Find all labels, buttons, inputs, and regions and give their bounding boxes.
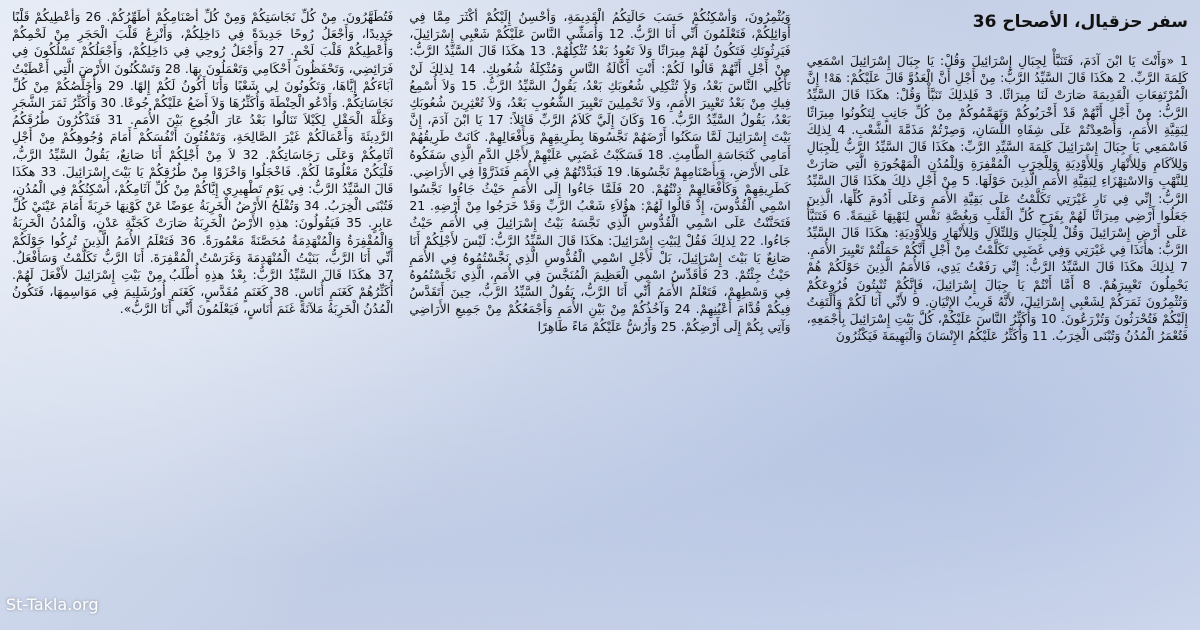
column-right	[807, 8, 1188, 622]
column-left	[12, 8, 393, 622]
column-left-text: فَتُطَهَّرُونَ. مِنْ كُلِّ نَجَاسَتِكُمْ وَمِنْ كُلِّ أَصْنَامِكُمْ أُطَهِّرُكُمْ. 26 وَأُعْطِيكُمْ قَلْبًا جَدِيدًا، وَأَجْعَلُ رُوحًا جَدِيدَةً فِي دَاخِلِكُمْ، وَأَنْزِعُ قَلْبَ الْحَجَرِ مِنْ لَحْمِكُمْ وَأُعْطِيكُمْ قَلْبَ لَحْمٍ. 27 وَأَجْعَلُ رُوحِي فِي دَاخِلِكُمْ، وَأَجْعَلُكُمْ تَسْلُكُونَ فِي فَرَائِضِي، وَتَحْفَظُونَ أَحْكَامِي وَتَعْمَلُونَ بِهَا. 28 وَتَسْكُنُونَ الأَرْضَ الَّتِي أَعْطَيْتُ آبَاءَكُمْ إِيَّاهَا، وَتَكُونُونَ لِي شَعْبًا وَأَنَا أَكُونُ لَكُمْ إِلهًا. 29 وَأُخَلِّصُكُمْ مِنْ كُلِّ نَجَاسَاتِكُمْ. وَأَدْعُو الْحِنْطَةَ وَأُكَثِّرُهَا وَلاَ أَضَعُ عَلَيْكُمْ جُوعًا. 30 وَأُكَثِّرُ ثَمَرَ الشَّجَرِ وَغَلَّةَ الْحَقْلِ لِكَيْلاَ تَنَالُوا بَعْدُ عَارَ الْجُوعِ بَيْنَ الأُمَمِ. 31 فَتَذْكُرُونَ طُرُقَكُمُ الرَّدِيئَةَ وَأَعْمَالَكُمْ غَيْرَ الصَّالِحَةِ، وَتَمْقُتُونَ أَنْفُسَكُمْ أَمَامَ وُجُوهِكُمْ مِنْ أَجْلِ آثَامِكُمْ وَعَلَى رَجَاسَاتِكُمْ. 32 لاَ مِنْ أَجْلِكُمْ أَنَا صَانِعٌ، يَقُولُ السَّيِّدُ الرَّبُّ، فَلْيَكُنْ مَعْلُومًا لَكُمْ. فَاخْجَلُوا وَاخْزَوْا مِنْ طُرُقِكُمْ يَا بَيْتَ إِسْرَائِيلَ. 33 هكَذَا قَالَ السَّيِّدُ الرَّبُّ: فِي يَوْمِ تَطْهِيرِي إِيَّاكُمْ مِنْ كُلِّ آثَامِكُمْ، أُسْكِنُكُمْ فِي الْمُدُنِ، فَتُبْنَى الْخِرَبُ. 34 وَتُفْلَحُ الأَرْضُ الْخَرِبَةُ عِوَضًا عَنْ كَوْنِهَا خَرِبَةً أَمَامَ عَيْنَيْ كُلِّ عَابِرٍ. 35 فَيَقُولُونَ: هذِهِ الأَرْضُ الْخَرِبَةُ صَارَتْ كَجَنَّةِ عَدْنٍ، وَالْمُدُنُ الْخَرِبَةُ وَالْمُقْفِرَةُ وَالْمُنْهَدِمَةُ مُحَصَّنَةً مَعْمُورَةً. 36 فَتَعْلَمُ الأُمَمُ الَّذِينَ تُرِكُوا حَوْلَكُمْ أَنِّي أَنَا الرَّبُّ، بَنَيْتُ الْمُنْهَدِمَةَ وَغَرَسْتُ الْمُقْفِرَةَ. أَنَا الرَّبُّ تَكَلَّمْتُ وَسَأَفْعَلُ. 37 هكَذَا قَالَ السَّيِّدُ الرَّبُّ: بِعْدُ هذِهِ أُطْلَبُ مِنْ بَيْتِ إِسْرَائِيلَ لأَفْعَلَ لَهُمْ. أُكَثِّرُهُمْ كَغَنَمِ أُنَاسٍ. 38 كَغَنَمٍ مُقَدَّسٍ، كَغَنَمِ أُورُشَلِيمَ فِي مَوَاسِمِهَا، فَتَكُونُ الْمُدُنُ الْخَرِبَةُ مَلآنَةً غَنَمَ أُنَاسٍ، فَيَعْلَمُونَ أَنِّي أَنَا الرَّبُّ».	[12, 9, 394, 317]
text-columns	[12, 8, 1188, 622]
column-middle-text: وَيُثْمِرُونَ، وَأُسْكِنُكُمْ حَسَبَ حَالَتِكُمُ الْقَدِيمَةِ، وَأُحْسِنُ إِلَيْكُمْ أَكْثَرَ مِمَّا فِي أَوَائِلِكُمْ، فَتَعْلَمُونَ أَنِّي أَنَا الرَّبُّ. 12 وَأُمَشِّي النَّاسَ عَلَيْكُمْ شَعْبِي إِسْرَائِيلَ، فَيَرِثُونَكِ فَتَكُونُ لَهُمْ مِيرَاثًا وَلاَ تَعُودُ بَعْدُ تُثْكِلُهُمْ. 13 هكَذَا قَالَ السَّيِّدُ الرَّبُّ: مِنْ أَجْلِ أَنَّهُمْ قَالُوا لَكُمْ: أَنْتِ أَكَّالَةُ النَّاسِ وَمُثْكِلَةُ شُعُوبِكِ. 14 لِذلِكَ لَنْ تَأْكُلِي النَّاسَ بَعْدُ، وَلاَ تُثْكِلِي شُعُوبَكِ بَعْدُ، يَقُولُ السَّيِّدُ الرَّبُّ. 15 وَلاَ أُسْمِعُ فِيكِ مِنْ بَعْدُ تَعْيِيرَ الأُمَمِ، وَلاَ تَحْمِلِينَ تَعْيِيرَ الشُّعُوبِ بَعْدُ، وَلاَ تُعْثِرِينَ شُعُوبَكِ بَعْدُ، يَقُولُ السَّيِّدُ الرَّبُّ. 16 وَكَانَ إِلَيَّ كَلاَمُ الرَّبِّ قَائِلاً: 17 يَا ابْنَ آدَمَ، إِنَّ بَيْتَ إِسْرَائِيلَ لَمَّا سَكَنُوا أَرْضَهُمْ نَجَّسُوهَا بِطَرِيقِهِمْ وَبِأَفْعَالِهِمْ. كَانَتْ طَرِيقُهُمْ أَمَامِي كَنَجَاسَةِ الطَّامِثِ. 18 فَسَكَبْتُ غَضَبِي عَلَيْهِمْ لأَجْلِ الدَّمِ الَّذِي سَفَكُوهُ عَلَى الأَرْضِ، وَبِأَصْنَامِهِمْ نَجَّسُوهَا. 19 فَبَدَّدْتُهُمْ فِي الأُمَمِ فَتَذَرَّوْا فِي الأَرَاضِي. كَطَرِيقِهِمْ وَكَأَفْعَالِهِمْ دِنْتُهُمْ. 20 فَلَمَّا جَاءُوا إِلَى الأُمَمِ حَيْثُ جَاءُوا نَجَّسُوا اسْمِي الْقُدُّوسَ، إِذْ قَالُوا لَهُمْ: هؤُلاَءِ شَعْبُ الرَّبِّ وَقَدْ خَرَجُوا مِنْ أَرْضِهِ. 21 فَتَحَنَّنْتُ عَلَى اسْمِي الْقُدُّوسِ الَّذِي نَجَّسَهُ بَيْتُ إِسْرَائِيلَ فِي الأُمَمِ حَيْثُ جَاءُوا. 22 لِذلِكَ فَقُلْ لِبَيْتِ إِسْرَائِيلَ: هكَذَا قَالَ السَّيِّدُ الرَّبُّ: لَيْسَ لأَجْلِكُمْ أَنَا صَانِعٌ يَا بَيْتَ إِسْرَائِيلَ، بَلْ لأَجْلِ اسْمِي الْقُدُّوسِ الَّذِي نَجَّسْتُمُوهُ فِي الأُمَمِ حَيْثُ جِئْتُمْ. 23 فَأُقَدِّسُ اسْمِي الْعَظِيمَ الْمُنَجَّسَ فِي الأُمَمِ، الَّذِي نَجَّسْتُمُوهُ فِي وَسْطِهِمْ، فَتَعْلَمُ الأُمَمُ أَنِّي أَنَا الرَّبُّ، يَقُولُ السَّيِّدُ الرَّبُّ، حِينَ أَتَقَدَّسُ فِيكُمْ قُدَّامَ أَعْيُنِهِمْ. 24 وَآخُذُكُمْ مِنْ بَيْنِ الأُمَمِ وَأَجْمَعُكُمْ مِنْ جَمِيعِ الأَرَاضِي وَآتِي بِكُمْ إِلَى أَرْضِكُمْ. 25 وَأَرُشُّ عَلَيْكُمْ مَاءً طَاهِرًا	[409, 9, 791, 334]
page-title: سفر حزقيال، الأصحاح 36	[972, 12, 1188, 32]
column-middle	[409, 8, 790, 622]
column-right-text: 1 «وَأَنْتَ يَا ابْنَ آدَمَ، فَتَنَبَّأْ لِجِبَالِ إِسْرَائِيلَ وَقُلْ: يَا جِبَالَ إِسْرَائِيلَ اسْمَعِي كَلِمَةَ الرَّبِّ. 2 هكَذَا قَالَ السَّيِّدُ الرَّبُّ: مِنْ أَجْلِ أَنَّ الْعَدُوَّ قَالَ عَلَيْكُمْ: هَهْ! إِنَّ الْمُرْتَفِعَاتِ الْقَدِيمَةَ صَارَتْ لَنَا مِيرَاثًا. 3 فَلِذلِكَ تَنَبَّأْ وَقُلْ: هكَذَا قَالَ السَّيِّدُ الرَّبُّ: مِنْ أَجْلِ أَنَّهُمْ قَدْ أَخْرَبُوكُمْ وَتَهَمَّمُوكُمْ مِنْ كُلِّ جَانِبٍ لِتَكُونُوا مِيرَاثًا لِبَقِيَّةِ الأُمَمِ، وَأُصْعِدْتُمْ عَلَى شِفَاهِ اللِّسَانِ، وَصِرْتُمْ مَذَمَّةَ الشَّعْبِ. 4 لِذلِكَ فَاسْمَعِي يَا جِبَالَ إِسْرَائِيلَ كَلِمَةَ السَّيِّدِ الرَّبِّ: هكَذَا قَالَ السَّيِّدُ الرَّبُّ لِلْجِبَالِ وَلِلآكَامِ وَلِلأَنْهَارِ وَلِلأَوْدِيَةِ وَلِلْخِرَبِ الْمُقْفِرَةِ وَلِلْمُدُنِ الْمَهْجُورَةِ الَّتِي صَارَتْ لِلنَّهْبِ وَالاسْتِهْزَاءِ لِبَقِيَّةِ الأُمَمِ الَّذِينَ حَوْلَهَا. 5 مِنْ أَجْلِ ذلِكَ هكَذَا قَالَ السَّيِّدُ الرَّبُّ: إِنِّي فِي نَارِ غَيْرَتِي تَكَلَّمْتُ عَلَى بَقِيَّةِ الأُمَمِ وَعَلَى أَدُومَ كُلِّهَا، الَّذِينَ جَعَلُوا أَرْضِي مِيرَاثًا لَهُمْ بِفَرَحِ كُلِّ الْقَلْبِ وَبِغُصَّةِ نَفْسٍ لِنَهْبِهَا غَنِيمَةً. 6 فَتَنَبَّأْ عَلَى أَرْضِ إِسْرَائِيلَ وَقُلْ لِلْجِبَالِ وَلِلتِّلاَلِ وَلِلأَنْهَارِ وَلِلأَوْدِيَةِ: هكَذَا قَالَ السَّيِّدُ الرَّبُّ: هأَنَذَا فِي غَيْرَتِي وَفِي غَضَبِي تَكَلَّمْتُ مِنْ أَجْلِ أَنَّكُمْ حَمَلْتُمْ تَعْيِيرَ الأُمَمِ. 7 لِذلِكَ هكَذَا قَالَ السَّيِّدُ الرَّبُّ: إِنِّي رَفَعْتُ يَدِي، فَالأُمَمُ الَّذِينَ حَوْلَكُمْ هُمْ يَحْمِلُونَ تَعْيِيرَهُمْ. 8 أَمَّا أَنْتُمْ يَا جِبَالَ إِسْرَائِيلَ، فَإِنَّكُمْ تُنْبِتُونَ فُرُوعَكُمْ وَتُثْمِرُونَ ثَمَرَكُمْ لِشَعْبِي إِسْرَائِيلَ، لأَنَّهُ قَرِيبُ الإِتْيَانِ. 9 لأَنِّي أَنَا لَكُمْ وَأَلْتَفِتُ إِلَيْكُمْ فَتُحْرَثُونَ وَتُزْرَعُونَ. 10 وَأُكَثِّرُ النَّاسَ عَلَيْكُمْ، كُلَّ بَيْتِ إِسْرَائِيلَ بِأَجْمَعِهِ، فَتُعْمَرُ الْمُدُنُ وَتُبْنَى الْخِرَبُ. 11 وَأُكَثِّرُ عَلَيْكُمُ الإِنْسَانَ وَالْبَهِيمَةَ فَيَكْثُرُونَ	[806, 53, 1188, 344]
site-watermark: St-Takla.org	[6, 595, 99, 614]
